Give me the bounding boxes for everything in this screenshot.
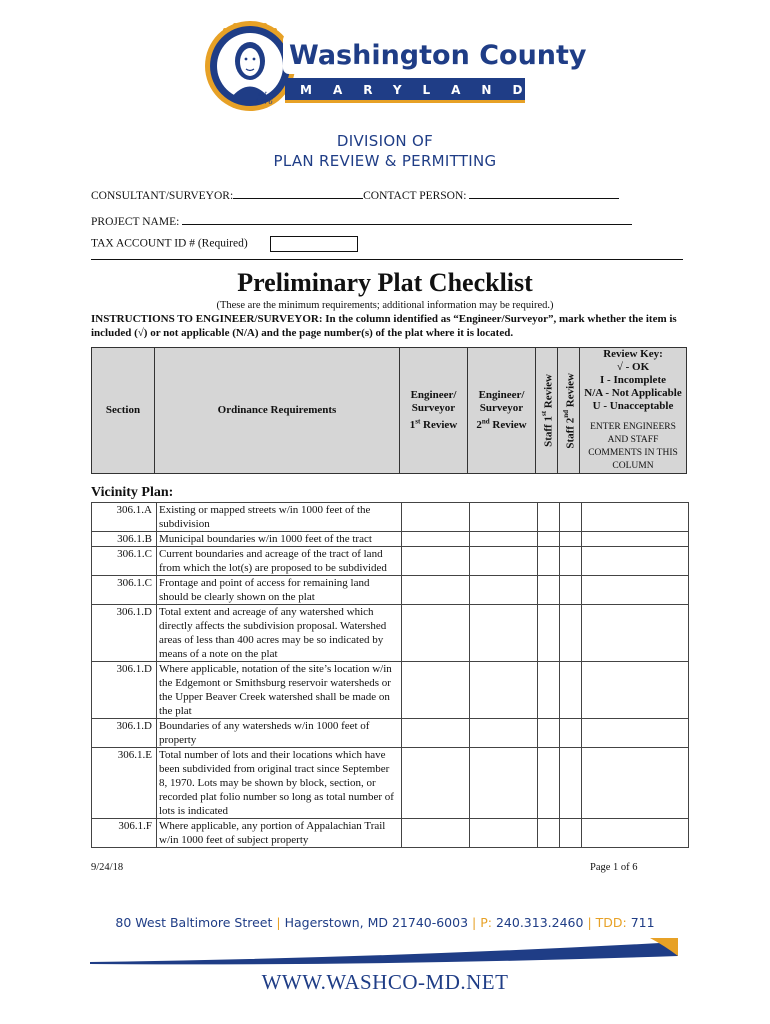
tax-label: TAX ACCOUNT ID # (Required) <box>91 237 248 250</box>
eng1-cell[interactable] <box>402 532 470 547</box>
comments-cell[interactable] <box>582 605 689 662</box>
divider <box>91 259 683 260</box>
division-line-1: DIVISION OF <box>336 132 434 150</box>
staff1-cell[interactable] <box>538 748 560 819</box>
staff1-cell[interactable] <box>538 503 560 532</box>
row-requirement: Where applicable, any portion of Appalachian Trail w/in 1000 feet of subject property <box>157 819 402 848</box>
contact-label: CONTACT PERSON: <box>363 190 467 202</box>
table-row <box>92 748 689 819</box>
comments-cell[interactable] <box>582 748 689 819</box>
page-title: Preliminary Plat Checklist <box>237 268 533 297</box>
phone-label: P: <box>480 915 492 930</box>
washington-county-logo <box>205 16 587 116</box>
comments-cell[interactable] <box>582 662 689 719</box>
eng2-cell[interactable] <box>470 748 538 819</box>
row-section: 306.1.C <box>92 547 157 576</box>
staff2-cell[interactable] <box>560 547 582 576</box>
staff2-cell[interactable] <box>560 719 582 748</box>
table-row <box>92 605 689 662</box>
tdd-label: TDD: <box>595 915 627 930</box>
table-row <box>92 532 689 547</box>
staff1-cell[interactable] <box>538 605 560 662</box>
instructions: INSTRUCTIONS TO ENGINEER/SURVEYOR: In the column identified as “Engineer/Surveyor”, mark whether the item is included (√) or not applicable (N/A) and the page number(s) of the plat where it is located. <box>91 313 677 339</box>
row-requirement: Existing or mapped streets w/in 1000 feet of the subdivision <box>157 503 402 532</box>
eng2-cell[interactable] <box>470 605 538 662</box>
col-staff2: Staff 2nd Review <box>558 348 580 474</box>
svg-text:MARYLAND: MARYLAND <box>300 83 544 97</box>
svg-text:1776: 1776 <box>255 98 273 106</box>
staff2-cell[interactable] <box>560 748 582 819</box>
staff1-cell[interactable] <box>538 576 560 605</box>
checklist-header <box>91 347 687 474</box>
eng1-cell[interactable] <box>402 576 470 605</box>
key-note: ENTER ENGINEERS AND STAFF COMMENTS IN THIS COLUMN <box>588 422 678 471</box>
row-section: 306.1.C <box>92 576 157 605</box>
row-requirement: Total extent and acreage of any watershed which directly affects the subdivision proposal. Watershed areas of less than 400 acres may be so indicated by means of a note on the plat <box>157 605 402 662</box>
key-title: Review Key: <box>603 348 663 360</box>
eng1-cell[interactable] <box>402 547 470 576</box>
consultant-label: CONSULTANT/SURVEYOR: <box>91 190 234 202</box>
consultant-row <box>91 187 619 202</box>
row-section: 306.1.D <box>92 662 157 719</box>
svg-text:Washington County: Washington County <box>289 40 587 71</box>
comments-cell[interactable] <box>582 532 689 547</box>
key-incomplete: I - Incomplete <box>600 374 666 386</box>
row-section: 306.1.D <box>92 605 157 662</box>
col-ordinance: Ordinance Requirements <box>155 348 400 474</box>
consultant-field[interactable] <box>233 187 363 199</box>
eng2-cell[interactable] <box>470 547 538 576</box>
row-section: 306.1.D <box>92 719 157 748</box>
comments-cell[interactable] <box>582 576 689 605</box>
staff2-cell[interactable] <box>560 819 582 848</box>
tdd-number: 711 <box>630 915 655 930</box>
comments-cell[interactable] <box>582 719 689 748</box>
row-requirement: Total number of lots and their locations which have been subdivided from original tract since September 8, 1970. Lots may be shown by block, section, or recorded plat folio number so long as total number of lots is indicated <box>157 748 402 819</box>
project-row <box>91 213 632 228</box>
contact-field[interactable] <box>469 187 619 199</box>
table-row <box>92 547 689 576</box>
table-row <box>92 719 689 748</box>
footer-swoosh <box>90 936 680 966</box>
staff2-cell[interactable] <box>560 605 582 662</box>
staff2-cell[interactable] <box>560 532 582 547</box>
subnote: (These are the minimum requirements; additional information may be required.) <box>216 300 554 311</box>
eng2-cell[interactable] <box>470 532 538 547</box>
eng2-cell[interactable] <box>470 719 538 748</box>
comments-cell[interactable] <box>582 819 689 848</box>
table-row <box>92 576 689 605</box>
project-field[interactable] <box>182 213 632 225</box>
table-row <box>92 819 689 848</box>
staff1-cell[interactable] <box>538 819 560 848</box>
phone-number: 240.313.2460 <box>495 915 584 930</box>
division-line-2: PLAN REVIEW & PERMITTING <box>273 152 497 170</box>
staff1-cell[interactable] <box>538 547 560 576</box>
table-row <box>92 503 689 532</box>
key-na: N/A - Not Applicable <box>584 387 682 399</box>
project-label: PROJECT NAME: <box>91 216 180 228</box>
city-address: Hagerstown, MD 21740-6003 <box>284 915 469 930</box>
page-number: Page 1 of 6 <box>590 862 638 873</box>
col-section: Section <box>92 348 155 474</box>
address-line: 80 West Baltimore Street | Hagerstown, MD 21740-6003 | P: 240.313.2460 | TDD: 711 <box>115 915 655 930</box>
staff2-cell[interactable] <box>560 576 582 605</box>
eng2-cell[interactable] <box>470 819 538 848</box>
row-requirement: Current boundaries and acreage of the tract of land from which the lot(s) are proposed to be subdivided <box>157 547 402 576</box>
svg-text:est.: est. <box>258 91 269 98</box>
col-eng2: Engineer/ Surveyor 2nd Review <box>468 348 536 474</box>
website-link[interactable]: WWW.WASHCO-MD.NET <box>261 970 509 994</box>
eng2-cell[interactable] <box>470 576 538 605</box>
comments-cell[interactable] <box>582 503 689 532</box>
eng1-cell[interactable] <box>402 748 470 819</box>
staff2-cell[interactable] <box>560 662 582 719</box>
key-ok: √ - OK <box>616 361 650 373</box>
col-review-key <box>580 348 687 474</box>
revision-date: 9/24/18 <box>91 862 124 873</box>
eng2-cell[interactable] <box>470 662 538 719</box>
row-requirement: Where applicable, notation of the site’s location w/in the Edgemont or Smithsburg reservoir watersheds or the Upper Beaver Creek watershed shall be made on the plat <box>157 662 402 719</box>
checklist-body <box>91 502 689 848</box>
tax-row <box>91 236 358 252</box>
eng2-cell[interactable] <box>470 503 538 532</box>
row-requirement: Frontage and point of access for remaining land should be clearly shown on the plat <box>157 576 402 605</box>
row-section: 306.1.F <box>92 819 157 848</box>
eng1-cell[interactable] <box>402 662 470 719</box>
eng1-cell[interactable] <box>402 503 470 532</box>
key-unacceptable: U - Unacceptable <box>592 400 674 412</box>
street-address: 80 West Baltimore Street <box>115 915 273 930</box>
staff1-cell[interactable] <box>538 719 560 748</box>
staff1-cell[interactable] <box>538 662 560 719</box>
tax-account-field[interactable] <box>270 236 358 252</box>
table-row <box>92 662 689 719</box>
row-section: 306.1.A <box>92 503 157 532</box>
row-section: 306.1.B <box>92 532 157 547</box>
vicinity-heading: Vicinity Plan: <box>91 485 174 500</box>
eng1-cell[interactable] <box>402 605 470 662</box>
row-requirement: Municipal boundaries w/in 1000 feet of the tract <box>157 532 402 547</box>
staff2-cell[interactable] <box>560 503 582 532</box>
eng1-cell[interactable] <box>402 719 470 748</box>
row-section: 306.1.E <box>92 748 157 819</box>
eng1-cell[interactable] <box>402 819 470 848</box>
staff1-cell[interactable] <box>538 532 560 547</box>
comments-cell[interactable] <box>582 547 689 576</box>
col-staff1: Staff 1st Review <box>536 348 558 474</box>
col-eng1: Engineer/ Surveyor 1st Review <box>400 348 468 474</box>
row-requirement: Boundaries of any watersheds w/in 1000 feet of property <box>157 719 402 748</box>
